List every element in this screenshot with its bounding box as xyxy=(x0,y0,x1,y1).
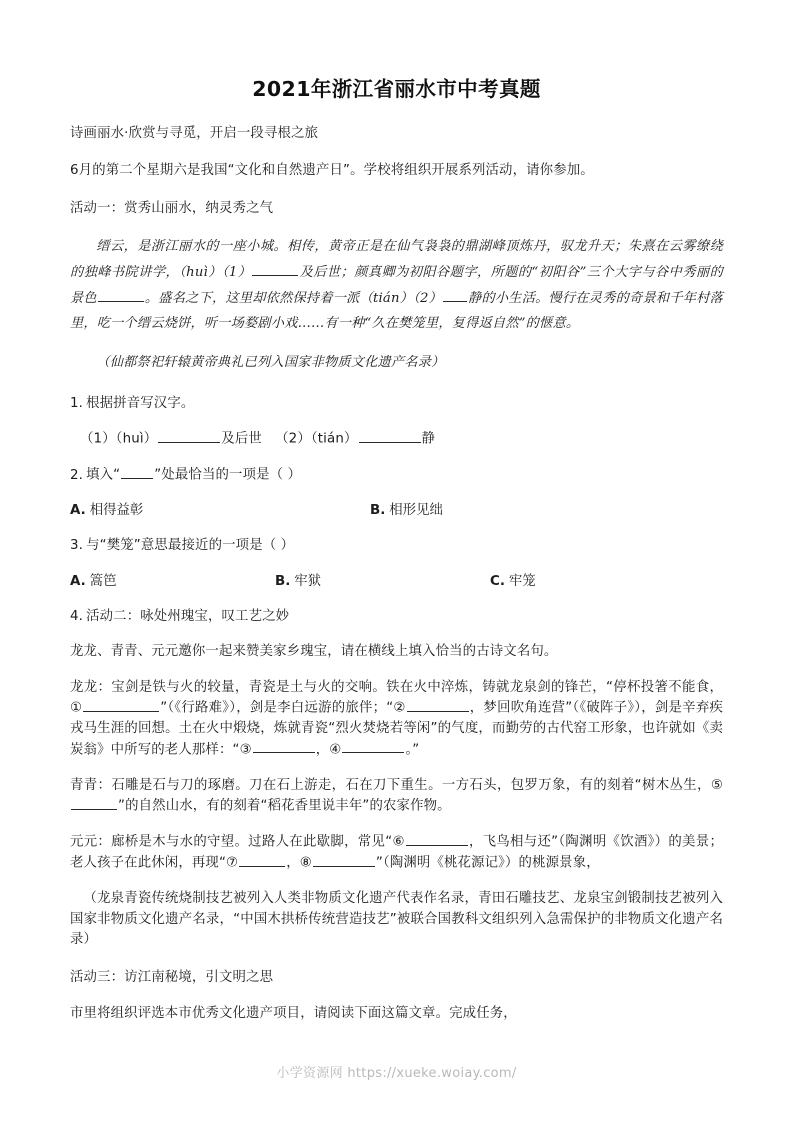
question-1-stem-end: 。 xyxy=(180,395,195,411)
answer-blank-8[interactable] xyxy=(313,853,375,867)
speaker-longlong-text-1: 宝剑是铁与火的较量，青瓷是土与火的交响。铁在火中淬炼，铸就龙泉剑的锋芒，“停杯投箸不能食， xyxy=(111,679,723,695)
document-content xyxy=(70,0,723,1024)
activity-one-source-note: （仙都祭祀轩辕黄帝典礼已列入国家非物质文化遗产名录） xyxy=(96,355,445,371)
question-3-stem: 与“樊笼”意思最接近的一项是（ ） xyxy=(86,538,295,554)
speaker-qingqing-text-2: ”的自然山水，有的刻着“稻花香里说丰年”的农家作物。 xyxy=(118,798,451,814)
passage-blank-1[interactable] xyxy=(252,262,298,276)
activity-one-passage xyxy=(70,234,723,337)
answer-blank-5[interactable] xyxy=(71,796,117,810)
question-3-option-b-label: B. xyxy=(275,573,291,589)
question-3-options xyxy=(70,572,723,592)
passage-seg-2: 及后世；颜真卿为初阳谷题字，所题的“初阳谷”三个大字与谷中秀丽的景色 xyxy=(70,264,723,306)
passage-blank-3[interactable] xyxy=(443,288,467,302)
blank-marker-7: ⑦ xyxy=(226,855,239,871)
question-1-sub2-suffix: 静 xyxy=(421,431,436,447)
passage-seg-1: 缙云，是浙江丽水的一座小城。相传，黄帝正是在仙气袅袅的鼎湖峰顶炼丹，驭龙升天；朱熹在云雾缭绕的独峰书院讲学，（huì）（1） xyxy=(70,239,723,280)
question-1-stem: 根据拼音写汉字 xyxy=(86,395,181,411)
speaker-longlong xyxy=(70,678,723,761)
speaker-qingqing xyxy=(70,776,723,817)
question-1-blank-1[interactable] xyxy=(158,429,220,443)
speaker-longlong-name: 龙龙： xyxy=(70,679,112,695)
answer-blank-3[interactable] xyxy=(253,740,315,754)
page-title: 2021年浙江省丽水市中考真题 xyxy=(252,77,541,101)
speaker-longlong-text-4: ， xyxy=(315,742,330,758)
speaker-yuanyuan xyxy=(70,832,723,874)
question-1 xyxy=(70,394,723,414)
question-3-number: 3. xyxy=(70,538,84,554)
question-3 xyxy=(70,536,723,556)
question-1-blank-2[interactable] xyxy=(359,429,421,443)
blank-marker-8: ⑧ xyxy=(299,855,312,871)
question-4-note: （龙泉青瓷传统烧制技艺被列入人类非物质文化遗产代表作名录，青田石雕技艺、龙泉宝剑锻制技艺被列入国家非物质文化遗产名录，“中国木拱桥传统营造技艺”被联合国教科文组织列入急需保护的非物质文化遗产名录） xyxy=(70,891,723,948)
question-4-instruction: 龙龙、青青、元元邀你一起来赞美家乡瑰宝，请在横线上填入恰当的古诗文名句。 xyxy=(70,644,558,660)
speaker-qingqing-name: 青青： xyxy=(70,777,112,793)
speaker-yuanyuan-name: 元元： xyxy=(70,834,112,850)
question-2-option-b-text: 相形见绌 xyxy=(389,503,443,519)
activity-two-heading: 活动二：咏处州瑰宝，叹工艺之妙 xyxy=(86,608,290,624)
question-4-heading xyxy=(70,607,723,627)
question-3-option-b[interactable] xyxy=(275,572,490,592)
speaker-yuanyuan-text-2: ，飞鸟相与还”（陶渊明《饮酒》）的美景；老人孩子在此休闲，再现“ xyxy=(70,834,724,871)
question-3-option-a-text: 篙笆 xyxy=(89,573,117,589)
blank-marker-5: ⑤ xyxy=(710,777,723,793)
question-4-number: 4. xyxy=(70,608,84,624)
question-2-blank[interactable] xyxy=(121,465,153,479)
activity-three-instruction: 市里将组织评选本市优秀文化遗产项目，请阅读下面这篇文章。完成任务， xyxy=(70,1005,517,1021)
question-1-sub2-prefix: （2）（tián） xyxy=(275,431,358,447)
blank-marker-1: ① xyxy=(70,700,83,716)
blank-marker-3: ③ xyxy=(239,742,252,758)
document-subtitle: 诗画丽水·欣赏与寻觅，开启一段寻根之旅 xyxy=(70,126,319,141)
activity-one-heading: 活动一：赏秀山丽水，纳灵秀之气 xyxy=(70,200,274,216)
passage-blank-2[interactable] xyxy=(98,288,144,302)
question-2-option-a-text: 相得益彰 xyxy=(89,503,144,519)
question-2-option-b[interactable] xyxy=(370,501,585,521)
question-3-option-c-text: 牢笼 xyxy=(508,573,536,589)
answer-blank-4[interactable] xyxy=(342,740,404,754)
question-2 xyxy=(70,465,723,486)
answer-blank-2[interactable] xyxy=(407,698,469,712)
question-2-number: 2. xyxy=(70,467,84,483)
answer-blank-6[interactable] xyxy=(406,832,468,846)
activity-three-heading: 活动三：访江南秘境，引文明之思 xyxy=(70,970,274,986)
passage-seg-3: 。盛名之下，这里却依然保持着一派（tián）（2） xyxy=(144,290,442,306)
question-2-option-a[interactable] xyxy=(70,501,370,521)
speaker-yuanyuan-text-3: ， xyxy=(286,855,300,871)
question-1-subitems xyxy=(70,429,723,450)
blank-marker-4: ④ xyxy=(329,742,342,758)
speaker-longlong-text-3: ，梦回吹角连营”（《破阵子》），剑是辛弃疾戎马生涯的回想。土在火中煅烧，炼就青瓷“烈火焚烧若等闲”的气度，而勤劳的古代窑工形象，也许就如《卖炭翁》中所写的老人那样：“ xyxy=(70,700,724,758)
document-intro: 6月的第二个星期六是我国“文化和自然遗产日”。学校将组织开展系列活动，请你参加。 xyxy=(70,163,594,179)
question-1-sub1-prefix: （1）（huì） xyxy=(80,431,158,447)
speaker-longlong-text-2: ”（《行路难》），剑是李白远游的旅伴；“ xyxy=(160,700,394,716)
site-watermark: 小学资源网 https://xueke.woiay.com/ xyxy=(276,1066,517,1081)
question-1-sub1-suffix: 及后世 xyxy=(221,431,262,447)
question-2-stem-suffix: ”处最恰当的一项是（ ） xyxy=(154,467,302,483)
speaker-yuanyuan-text-1: 廊桥是木与水的守望。过路人在此歇脚，常见“ xyxy=(111,834,393,850)
answer-blank-7[interactable] xyxy=(239,853,285,867)
question-3-option-c[interactable] xyxy=(490,572,670,592)
answer-blank-1[interactable] xyxy=(83,698,159,712)
blank-marker-6: ⑥ xyxy=(392,834,405,850)
question-3-option-a-label: A. xyxy=(70,573,86,589)
speaker-longlong-text-5: 。” xyxy=(405,742,420,758)
speaker-qingqing-text-1: 石雕是石与刀的琢磨。刀在石上游走，石在刀下重生。一方石头，包罗万象，有的刻着“树木丛生， xyxy=(111,777,711,793)
passage-seg-4: 静的小生活。慢行在灵秀的奇景和千年村落里，吃一个缙云烧饼，听一场婺剧小戏……有一种“久在樊笼里，复得返自然”的惬意。 xyxy=(70,290,723,332)
question-2-options xyxy=(70,501,723,521)
question-3-option-b-text: 牢狱 xyxy=(294,573,322,589)
question-3-option-c-label: C. xyxy=(490,573,505,589)
question-1-number: 1. xyxy=(70,395,84,411)
speaker-yuanyuan-text-4: ”（陶渊明《桃花源记》）的桃源景象， xyxy=(375,855,600,871)
question-2-stem-prefix: 填入“ xyxy=(86,467,121,483)
question-3-option-a[interactable] xyxy=(70,572,275,592)
question-2-option-b-label: B. xyxy=(370,503,386,519)
question-2-option-a-label: A. xyxy=(70,503,86,519)
blank-marker-2: ② xyxy=(393,700,406,716)
